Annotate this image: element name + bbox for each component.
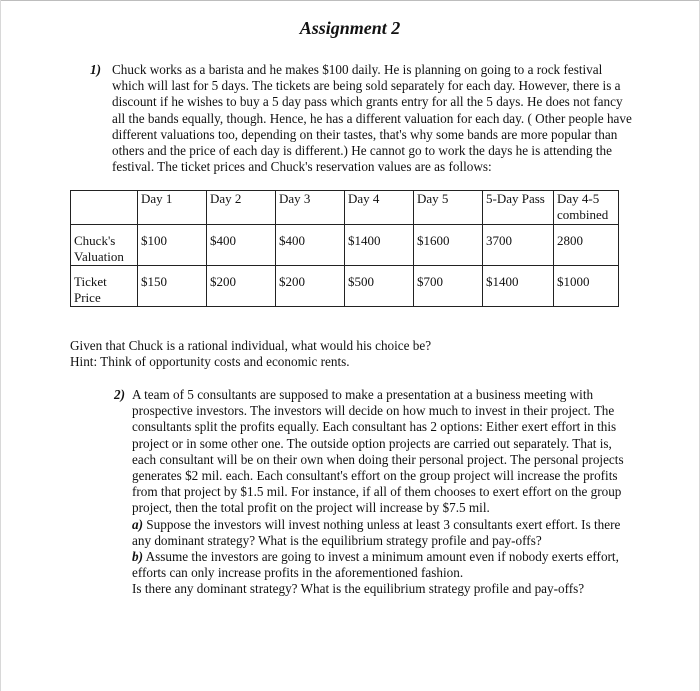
table-cell: $200 xyxy=(276,266,345,307)
table-cell: $500 xyxy=(345,266,414,307)
table-row xyxy=(71,266,619,307)
part-b-question: Is there any dominant strategy? What is the equilibrium strategy profile and pay-offs? xyxy=(132,581,585,597)
page-top-border xyxy=(0,0,700,1)
table-cell: $400 xyxy=(276,225,345,266)
table-cell: $1600 xyxy=(414,225,483,266)
table-cell: 2800 xyxy=(554,225,619,266)
question-2 xyxy=(114,387,629,598)
question-1-prompt xyxy=(70,338,630,370)
part-b-text: Assume the investors are going to invest a minimum amount even if nobody exerts effort, efforts can only increase profits in the aforementioned fashion. xyxy=(132,549,619,581)
question-2-text: A team of 5 consultants are supposed to make a presentation at a business meeting with prospective investors. The investors will decide on how much to invest in their project. The consultants split the profits equally. Each consultant has 2 options: Either exert effort in this project or in some other one. The outside option projects are carried out separately. That is, each consultant will be on their own when doing their personal project. The personal projects generates $2 mil. each. Each consultant's effort on the group project will increase the profits from that project by $1.5 mil. For instance, if all of them chooses to exert effort on the group project, then the total profit on the project will increase by $7.5 mil. xyxy=(132,387,624,516)
question-2-part-a xyxy=(132,517,629,549)
question-1-text: Chuck works as a barista and he makes $100 daily. He is planning on going to a rock festival which will last for 5 days. The tickets are being sold separately for each day. However, there is a discount if he wishes to buy a 5 day pass which grants entry for all the 5 days. He does not fancy all the bands equally, though. Hence, he has a different valuation for each day. ( Other people have different valuations too, depending on their tastes, that's why some bands are more popular than others and the price of each day is different.) He cannot go to work the days he is attending the festival. The ticket prices and Chuck's reservation values are as follows: xyxy=(112,62,632,175)
assignment-title: Assignment 2 xyxy=(299,18,401,38)
table-header-cell: Day 3 xyxy=(276,191,345,225)
part-a-text: Suppose the investors will invest nothing unless at least 3 consultants exert effort. Is there any dominant strategy? What is the equilibrium strategy profile and pay-offs? xyxy=(132,516,621,548)
table-cell: $1400 xyxy=(483,266,554,307)
table-header-cell: Day 5 xyxy=(414,191,483,225)
table-header-cell: Day 1 xyxy=(138,191,207,225)
table-header-cell: Day 4-5 combined xyxy=(554,191,619,225)
question-2-part-b xyxy=(132,549,629,581)
question-1-question: Given that Chuck is a rational individual, what would his choice be? xyxy=(70,338,432,353)
question-1-hint: Hint: Think of opportunity costs and economic rents. xyxy=(70,354,350,370)
table-cell: Ticket Price xyxy=(71,266,138,307)
table-cell: Chuck's Valuation xyxy=(71,225,138,266)
table-cell: $1400 xyxy=(345,225,414,266)
table-cell: $400 xyxy=(207,225,276,266)
table-cell: $1000 xyxy=(554,266,619,307)
table-header-cell: Day 4 xyxy=(345,191,414,225)
table-cell: 3700 xyxy=(483,225,554,266)
question-1-number: 1) xyxy=(90,62,101,77)
table-cell: $700 xyxy=(414,266,483,307)
question-1 xyxy=(92,62,637,175)
table-cell: $200 xyxy=(207,266,276,307)
table-header-cell: 5-Day Pass xyxy=(483,191,554,225)
table-header-row xyxy=(71,191,619,225)
question-2-number: 2) xyxy=(114,387,125,402)
part-b-label: b) xyxy=(132,549,143,565)
table-header-cell xyxy=(71,191,138,225)
page-left-border xyxy=(0,0,1,691)
table-cell: $100 xyxy=(138,225,207,266)
table-header-cell: Day 2 xyxy=(207,191,276,225)
table-row xyxy=(71,225,619,266)
table-cell: $150 xyxy=(138,266,207,307)
part-a-label: a) xyxy=(132,516,143,532)
ticket-table xyxy=(70,190,619,307)
